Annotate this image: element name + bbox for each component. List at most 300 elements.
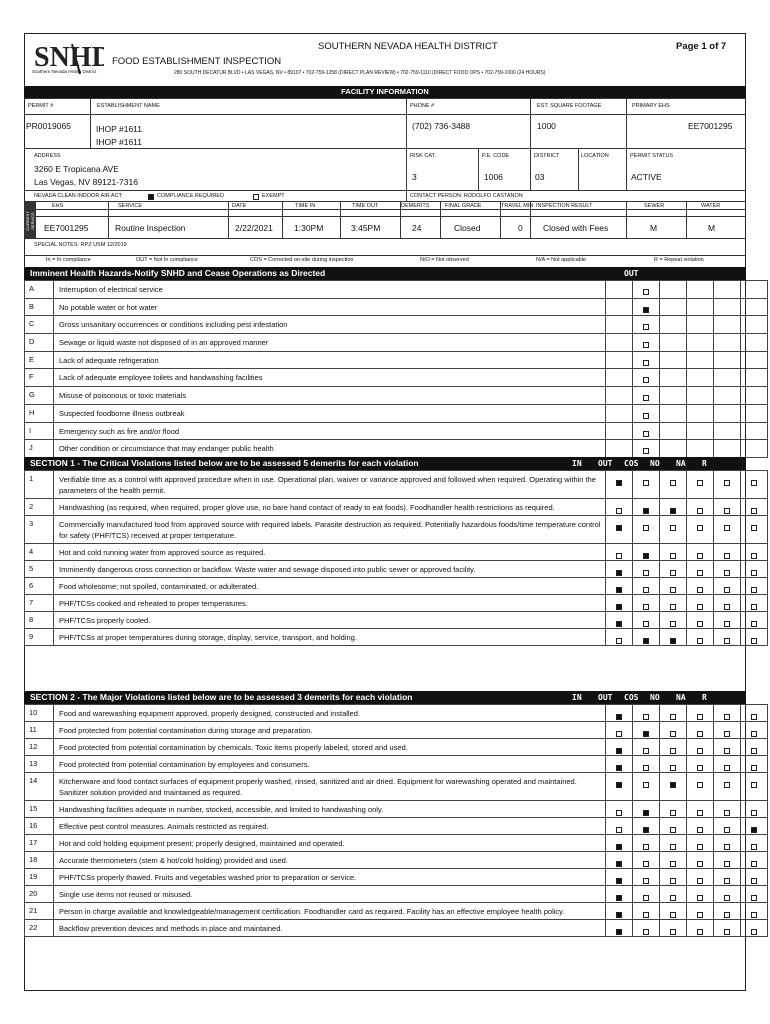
na-checkbox[interactable]	[724, 782, 730, 788]
na-checkbox[interactable]	[724, 587, 730, 593]
imminent-row	[25, 440, 768, 458]
risk-label: RISK CAT.	[410, 153, 436, 159]
r-checkbox[interactable]	[751, 782, 757, 788]
violation-row	[25, 516, 768, 544]
violation-row	[25, 544, 768, 561]
violation-row	[25, 561, 768, 578]
cos-checkbox[interactable]	[670, 587, 676, 593]
sewer-value: M	[650, 223, 658, 233]
date-label: DATE	[232, 203, 247, 209]
violation-row	[25, 756, 768, 773]
inspection-result-label: INSPECTION RESULT	[536, 203, 593, 209]
out-checkbox[interactable]	[643, 827, 649, 833]
na-checkbox[interactable]	[724, 553, 730, 559]
cos-checkbox[interactable]	[670, 810, 676, 816]
item-number: 16	[25, 818, 54, 835]
out-checkbox[interactable]	[643, 324, 649, 330]
section1-table	[24, 470, 768, 646]
item-description: Imminently dangerous cross connection or backflow. Waste water and sewage disposed into public sewer or approved facility.	[54, 561, 606, 578]
item-number: 19	[25, 869, 54, 886]
item-description: Hot and cold running water from approved source as required.	[54, 544, 606, 561]
item-number: 2	[25, 499, 54, 516]
no-checkbox[interactable]	[697, 731, 703, 737]
legend-in: In = In compliance	[46, 257, 91, 263]
item-number: 13	[25, 756, 54, 773]
violation-row	[25, 629, 768, 646]
na-checkbox[interactable]	[724, 570, 730, 576]
cos-checkbox[interactable]	[670, 929, 676, 935]
column-header-na: NA	[676, 693, 686, 702]
section1-bar	[24, 457, 746, 470]
na-checkbox[interactable]	[724, 731, 730, 737]
out-checkbox[interactable]	[643, 895, 649, 901]
pe-code-value: 1006	[484, 172, 503, 182]
out-checkbox[interactable]	[643, 525, 649, 531]
r-checkbox[interactable]	[751, 895, 757, 901]
column-header-no: NO	[650, 693, 660, 702]
final-grade-value: Closed	[454, 223, 481, 233]
column-header-no: NO	[650, 459, 660, 468]
cos-checkbox[interactable]	[670, 714, 676, 720]
cos-checkbox[interactable]	[670, 844, 676, 850]
in-checkbox[interactable]	[616, 861, 622, 867]
demerits-value: 24	[412, 223, 422, 233]
na-checkbox[interactable]	[724, 827, 730, 833]
imminent-row	[25, 298, 768, 316]
na-checkbox[interactable]	[724, 638, 730, 644]
permit-label: PERMIT #	[28, 103, 54, 109]
item-description: Emergency such as fire and/or flood	[54, 422, 606, 440]
address-line-1: 3260 E Tropicana AVE	[34, 164, 119, 174]
imminent-hazards-bar	[24, 267, 746, 280]
time-out-value: 3:45PM	[351, 223, 381, 233]
imminent-hazards-table	[24, 280, 768, 458]
imminent-row	[25, 369, 768, 387]
violation-row	[25, 801, 768, 818]
no-checkbox[interactable]	[697, 929, 703, 935]
cos-checkbox[interactable]	[670, 731, 676, 737]
out-checkbox[interactable]	[643, 878, 649, 884]
imminent-row	[25, 334, 768, 352]
item-description: PHF/TCSs at proper temperatures during storage, display, service, transport, and holding.	[54, 629, 606, 646]
no-checkbox[interactable]	[697, 508, 703, 514]
no-checkbox[interactable]	[697, 912, 703, 918]
service-label: SERVICE	[118, 203, 143, 209]
item-number: A	[25, 281, 54, 299]
in-checkbox[interactable]	[616, 525, 622, 531]
compliance-required-checkbox[interactable]	[148, 194, 154, 200]
in-checkbox[interactable]	[616, 621, 622, 627]
item-description: Food protected from potential contamination during storage and preparation.	[54, 722, 606, 739]
time-in-label: TIME IN	[295, 203, 316, 209]
violation-row	[25, 869, 768, 886]
cos-checkbox[interactable]	[670, 638, 676, 644]
column-header-na: NA	[676, 459, 686, 468]
item-description: Sewage or liquid waste not disposed of in an approved manner	[54, 334, 606, 352]
na-checkbox[interactable]	[724, 508, 730, 514]
in-checkbox[interactable]	[616, 638, 622, 644]
na-checkbox[interactable]	[724, 929, 730, 935]
address-label: ADDRESS	[34, 153, 61, 159]
na-checkbox[interactable]	[724, 604, 730, 610]
establishment-name-2: IHOP #1611	[96, 137, 142, 147]
r-checkbox[interactable]	[751, 525, 757, 531]
permit-status-label: PERMIT STATUS	[630, 153, 674, 159]
in-checkbox[interactable]	[616, 912, 622, 918]
service-ehs-label: EHS	[52, 203, 64, 209]
r-checkbox[interactable]	[751, 912, 757, 918]
in-checkbox[interactable]	[616, 480, 622, 486]
no-checkbox[interactable]	[697, 570, 703, 576]
item-description: Food protected from potential contamination by chemicals. Toxic items properly labeled, stored and used.	[54, 739, 606, 756]
item-description: Lack of adequate employee toilets and handwashing facilities	[54, 369, 606, 387]
r-checkbox[interactable]	[751, 827, 757, 833]
item-number: 15	[25, 801, 54, 818]
column-header-out: OUT	[598, 459, 613, 468]
final-grade-label: FINAL GRADE	[445, 203, 482, 209]
item-description: Lack of adequate refrigeration	[54, 351, 606, 369]
no-checkbox[interactable]	[697, 714, 703, 720]
in-checkbox[interactable]	[616, 714, 622, 720]
no-checkbox[interactable]	[697, 895, 703, 901]
facility-info-bar: FACILITY INFORMATION	[24, 86, 746, 98]
imminent-row	[25, 281, 768, 299]
out-checkbox[interactable]	[643, 604, 649, 610]
item-number: 5	[25, 561, 54, 578]
item-description: Other condition or circumstance that may endanger public health	[54, 440, 606, 458]
cos-checkbox[interactable]	[670, 827, 676, 833]
r-checkbox[interactable]	[751, 621, 757, 627]
no-checkbox[interactable]	[697, 553, 703, 559]
no-checkbox[interactable]	[697, 844, 703, 850]
out-checkbox[interactable]	[643, 638, 649, 644]
item-description: Accurate thermometers (stem & hot/cold holding) provided and used.	[54, 852, 606, 869]
primary-ehs-value: EE7001295	[688, 121, 733, 131]
item-description: Person in charge available and knowledgeable/management certification. Foodhandler card as required. Facility has an effective employee health policy.	[54, 903, 606, 920]
violation-row	[25, 499, 768, 516]
legend-out: OUT = Not In compliance	[136, 257, 198, 263]
address-line-2: Las Vegas, NV 89121-7316	[34, 177, 138, 187]
out-checkbox[interactable]	[643, 782, 649, 788]
item-description: Hot and cold holding equipment present; properly designed, maintained and operated.	[54, 835, 606, 852]
out-checkbox[interactable]	[643, 289, 649, 295]
out-checkbox[interactable]	[643, 621, 649, 627]
in-checkbox[interactable]	[616, 878, 622, 884]
out-checkbox[interactable]	[643, 508, 649, 514]
clean-air-label: NEVADA CLEAN INDOOR AIR ACT:	[34, 193, 123, 199]
cos-checkbox[interactable]	[670, 912, 676, 918]
na-checkbox[interactable]	[724, 861, 730, 867]
current-service-label: CURRENT SERVICE	[25, 211, 35, 231]
no-checkbox[interactable]	[697, 587, 703, 593]
item-description: No potable water or hot water	[54, 298, 606, 316]
in-checkbox[interactable]	[616, 604, 622, 610]
item-number: 12	[25, 739, 54, 756]
item-description: Verifiable time as a control with approved procedure when in use. Operational plan, waiver or variance approved and followed when required. Operating within the parameters of the health permit.	[54, 471, 606, 499]
in-checkbox[interactable]	[616, 731, 622, 737]
r-checkbox[interactable]	[751, 714, 757, 720]
violation-row	[25, 578, 768, 595]
r-checkbox[interactable]	[751, 553, 757, 559]
page-number: Page 1 of 7	[676, 41, 727, 52]
out-checkbox[interactable]	[643, 570, 649, 576]
in-checkbox[interactable]	[616, 765, 622, 771]
violation-row	[25, 595, 768, 612]
item-number: 3	[25, 516, 54, 544]
na-checkbox[interactable]	[724, 525, 730, 531]
na-checkbox[interactable]	[724, 895, 730, 901]
na-checkbox[interactable]	[724, 714, 730, 720]
in-checkbox[interactable]	[616, 827, 622, 833]
cos-checkbox[interactable]	[670, 570, 676, 576]
item-number: 22	[25, 920, 54, 937]
na-checkbox[interactable]	[724, 765, 730, 771]
no-checkbox[interactable]	[697, 621, 703, 627]
out-checkbox[interactable]	[643, 307, 649, 313]
agency-name: SOUTHERN NEVADA HEALTH DISTRICT	[318, 41, 498, 52]
imminent-row	[25, 351, 768, 369]
item-number: H	[25, 404, 54, 422]
out-checkbox[interactable]	[643, 748, 649, 754]
column-header-in: IN	[572, 693, 582, 702]
primary-ehs-label: PRIMARY EHS	[632, 103, 670, 109]
cos-checkbox[interactable]	[670, 782, 676, 788]
cos-checkbox[interactable]	[670, 895, 676, 901]
item-description: Commercially manufactured food from approved source with required labels. Parasite destruction as required. Potentially hazardous foods/time temperature control for safety (PHF/TCS) received at proper temperature.	[54, 516, 606, 544]
column-header-out: OUT	[598, 693, 613, 702]
exempt-label: EXEMPT	[262, 193, 285, 199]
no-checkbox[interactable]	[697, 604, 703, 610]
time-out-label: TIME OUT	[352, 203, 379, 209]
legend-no: N/O = Not observed	[420, 257, 469, 263]
district-label: DISTRICT	[534, 153, 560, 159]
out-checkbox[interactable]	[643, 480, 649, 486]
in-checkbox[interactable]	[616, 748, 622, 754]
cos-checkbox[interactable]	[670, 525, 676, 531]
r-checkbox[interactable]	[751, 604, 757, 610]
column-header-r: R	[702, 459, 707, 468]
item-description: Kitchenware and food contact surfaces of equipment properly washed, rinsed, sanitized and air dried. Equipment for warewashing operated and maintained. Sanitizer solution provided and maintained as required.	[54, 773, 606, 801]
out-checkbox[interactable]	[643, 844, 649, 850]
no-checkbox[interactable]	[697, 810, 703, 816]
cos-checkbox[interactable]	[670, 480, 676, 486]
item-description: Backflow prevention devices and methods in place and maintained.	[54, 920, 606, 937]
na-checkbox[interactable]	[724, 748, 730, 754]
violation-row	[25, 920, 768, 937]
violation-row	[25, 471, 768, 499]
item-description: Food protected from potential contamination by employees and consumers.	[54, 756, 606, 773]
r-checkbox[interactable]	[751, 508, 757, 514]
no-checkbox[interactable]	[697, 878, 703, 884]
violation-row	[25, 722, 768, 739]
violation-row	[25, 739, 768, 756]
na-checkbox[interactable]	[724, 912, 730, 918]
item-number: I	[25, 422, 54, 440]
out-checkbox[interactable]	[643, 861, 649, 867]
no-checkbox[interactable]	[697, 782, 703, 788]
r-checkbox[interactable]	[751, 765, 757, 771]
square-footage-value: 1000	[537, 121, 556, 131]
item-description: PHF/TCSs properly thawed. Fruits and vegetables washed prior to preparation or service.	[54, 869, 606, 886]
in-checkbox[interactable]	[616, 895, 622, 901]
r-checkbox[interactable]	[751, 810, 757, 816]
cos-checkbox[interactable]	[670, 604, 676, 610]
out-checkbox[interactable]	[643, 912, 649, 918]
na-checkbox[interactable]	[724, 878, 730, 884]
logo-subtitle: Southern Nevada Health District	[32, 69, 97, 74]
item-number: G	[25, 387, 54, 405]
column-header-r: R	[702, 693, 707, 702]
establishment-name-1: IHOP #1611	[96, 124, 142, 134]
item-description: Misuse of poisonous or toxic materials	[54, 387, 606, 405]
na-checkbox[interactable]	[724, 621, 730, 627]
item-description: Single use items not reused or misused.	[54, 886, 606, 903]
na-checkbox[interactable]	[724, 844, 730, 850]
section2-table	[24, 704, 768, 937]
exempt-checkbox[interactable]	[253, 194, 259, 200]
out-checkbox[interactable]	[643, 448, 649, 454]
out-checkbox[interactable]	[643, 731, 649, 737]
item-number: E	[25, 351, 54, 369]
item-number: 7	[25, 595, 54, 612]
permit-value: PR0019065	[26, 121, 71, 131]
r-checkbox[interactable]	[751, 748, 757, 754]
section2-bar	[24, 691, 746, 704]
r-checkbox[interactable]	[751, 480, 757, 486]
out-checkbox[interactable]	[643, 413, 649, 419]
item-description: Suspected foodborne illness outbreak	[54, 404, 606, 422]
imminent-row	[25, 316, 768, 334]
cos-checkbox[interactable]	[670, 878, 676, 884]
item-number: 17	[25, 835, 54, 852]
legend-na: N/A = Not applicable	[536, 257, 586, 263]
cos-checkbox[interactable]	[670, 861, 676, 867]
current-service-tab	[24, 201, 36, 238]
r-checkbox[interactable]	[751, 929, 757, 935]
violation-row	[25, 835, 768, 852]
phone-value: (702) 736-3488	[412, 121, 471, 131]
cos-checkbox[interactable]	[670, 621, 676, 627]
no-checkbox[interactable]	[697, 748, 703, 754]
imminent-row	[25, 387, 768, 405]
r-checkbox[interactable]	[751, 844, 757, 850]
in-checkbox[interactable]	[616, 587, 622, 593]
out-checkbox[interactable]	[643, 431, 649, 437]
item-number: B	[25, 298, 54, 316]
item-description: Food wholesome; not spoiled, contaminated, or adulterated.	[54, 578, 606, 595]
legend-cos: COS = Corrected on-site during inspection	[250, 257, 354, 263]
na-checkbox[interactable]	[724, 810, 730, 816]
no-checkbox[interactable]	[697, 827, 703, 833]
time-in-value: 1:30PM	[294, 223, 324, 233]
item-description: Food and warewashing equipment approved, properly designed, constructed and installed.	[54, 705, 606, 722]
cos-checkbox[interactable]	[670, 553, 676, 559]
establishment-name-label: ESTABLISHMENT NAME	[97, 103, 160, 109]
no-checkbox[interactable]	[697, 525, 703, 531]
travel-min-value: 0	[518, 223, 523, 233]
legend-r: R = Repeat violation	[654, 257, 704, 263]
in-checkbox[interactable]	[616, 508, 622, 514]
in-checkbox[interactable]	[616, 782, 622, 788]
inspection-result-value: Closed with Fees	[543, 223, 609, 233]
demerits-label: DEMERITS	[401, 203, 430, 209]
out-checkbox[interactable]	[643, 714, 649, 720]
r-checkbox[interactable]	[751, 861, 757, 867]
no-checkbox[interactable]	[697, 765, 703, 771]
item-number: 6	[25, 578, 54, 595]
cos-checkbox[interactable]	[670, 508, 676, 514]
column-header-cos: COS	[624, 693, 639, 702]
sewer-label: SEWER	[644, 203, 665, 209]
special-notes: SPECIAL NOTES: RPZ USM 12/2019	[34, 242, 127, 248]
out-checkbox[interactable]	[643, 360, 649, 366]
r-checkbox[interactable]	[751, 587, 757, 593]
section1-title: SECTION 1 - The Critical Violations listed below are to be assessed 5 demerits for each violation	[30, 458, 419, 468]
form-title: FOOD ESTABLISHMENT INSPECTION	[112, 56, 282, 67]
violation-row	[25, 773, 768, 801]
service-value: Routine Inspection	[115, 223, 186, 233]
travel-min-label: TRAVEL MIN	[501, 203, 534, 209]
service-ehs-value: EE7001295	[44, 223, 89, 233]
square-footage-label: EST. SQUARE FOOTAGE	[537, 103, 602, 109]
na-checkbox[interactable]	[724, 480, 730, 486]
r-checkbox[interactable]	[751, 878, 757, 884]
in-checkbox[interactable]	[616, 844, 622, 850]
item-number: 21	[25, 903, 54, 920]
r-checkbox[interactable]	[751, 570, 757, 576]
section2-title: SECTION 2 - The Major Violations listed below are to be assessed 3 demerits for each violation	[30, 692, 413, 702]
out-checkbox[interactable]	[643, 765, 649, 771]
item-number: F	[25, 369, 54, 387]
imminent-row	[25, 404, 768, 422]
out-checkbox[interactable]	[643, 553, 649, 559]
out-checkbox[interactable]	[643, 810, 649, 816]
item-number: 4	[25, 544, 54, 561]
item-description: Gross unsanitary occurrences or conditions including pest infestation	[54, 316, 606, 334]
violation-row	[25, 886, 768, 903]
water-value: M	[708, 223, 716, 233]
cos-checkbox[interactable]	[670, 748, 676, 754]
no-checkbox[interactable]	[697, 638, 703, 644]
snhd-logo	[32, 40, 104, 76]
item-description: Interruption of electrical service	[54, 281, 606, 299]
item-number: 20	[25, 886, 54, 903]
imminent-row	[25, 422, 768, 440]
phone-label: PHONE #	[410, 103, 435, 109]
item-description: PHF/TCSs cooked and reheated to proper temperatures.	[54, 595, 606, 612]
out-checkbox[interactable]	[643, 342, 649, 348]
in-checkbox[interactable]	[616, 570, 622, 576]
r-checkbox[interactable]	[751, 638, 757, 644]
in-checkbox[interactable]	[616, 553, 622, 559]
cos-checkbox[interactable]	[670, 765, 676, 771]
in-checkbox[interactable]	[616, 929, 622, 935]
out-checkbox[interactable]	[643, 929, 649, 935]
item-number: 8	[25, 612, 54, 629]
item-number: 11	[25, 722, 54, 739]
item-number: D	[25, 334, 54, 352]
no-checkbox[interactable]	[697, 480, 703, 486]
no-checkbox[interactable]	[697, 861, 703, 867]
r-checkbox[interactable]	[751, 731, 757, 737]
imminent-out-header: OUT	[624, 269, 639, 278]
out-checkbox[interactable]	[643, 587, 649, 593]
in-checkbox[interactable]	[616, 810, 622, 816]
out-checkbox[interactable]	[643, 377, 649, 383]
out-checkbox[interactable]	[643, 395, 649, 401]
item-description: Handwashing (as required, when required, proper glove use, no bare hand contact of ready to eat foods). Foodhandler health restrictions as required.	[54, 499, 606, 516]
permit-status-value: ACTIVE	[631, 172, 662, 182]
